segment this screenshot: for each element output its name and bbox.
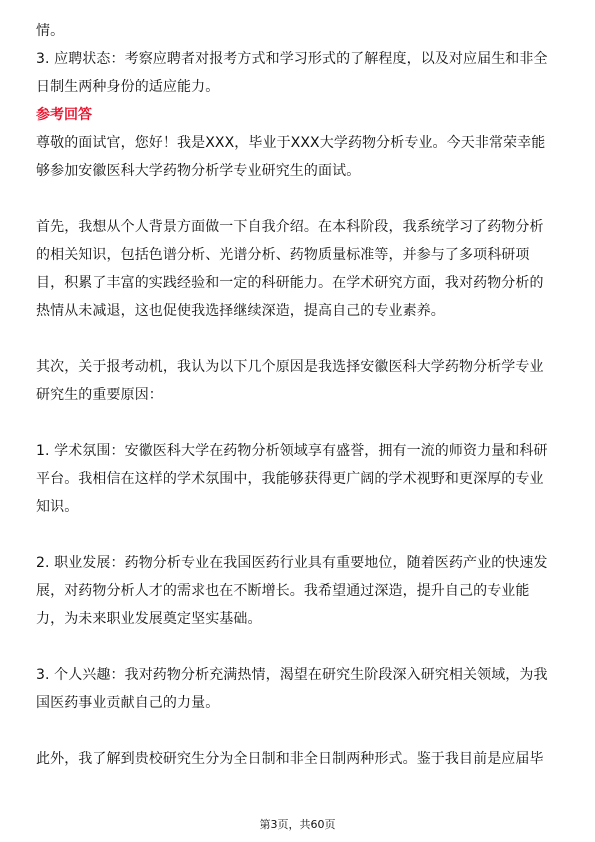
text-line: 日制生两种身份的适应能力。 (36, 79, 220, 95)
text-line: 3. 应聘状态：考察应聘者对报考方式和学习形式的了解程度，以及对应届生和非全 (36, 51, 548, 67)
text-line: 知识。 (36, 499, 79, 515)
text-line: 3. 个人兴趣：我对药物分析充满热情，渴望在研究生阶段深入研究相关领域，为我 (36, 667, 548, 683)
text-line: 其次，关于报考动机，我认为以下几个原因是我选择安徽医科大学药物分析学专业 (36, 359, 544, 375)
point-academic-atmosphere (36, 437, 562, 521)
point-personal-interest (36, 661, 562, 717)
background-paragraph (36, 213, 562, 325)
text-line: 首先，我想从个人背景方面做一下自我介绍。在本科阶段，我系统学习了药物分析 (36, 219, 544, 235)
page-content (36, 17, 562, 773)
text-line: 情。 (36, 23, 65, 39)
paragraph-gap (36, 633, 562, 661)
text-line: 目，积累了丰富的实践经验和一定的科研能力。在学术研究方面，我对药物分析的 (36, 275, 544, 291)
paragraph-gap (36, 325, 562, 353)
paragraph-gap (36, 409, 562, 437)
text-line: 展，对药物分析人才的需求也在不断增长。我希望通过深造，提升自己的专业能 (36, 583, 530, 599)
text-line: 1. 学术氛围：安徽医科大学在药物分析领域享有盛誉，拥有一流的师资力量和科研 (36, 443, 548, 459)
text-line: 的相关知识，包括色谱分析、光谱分析、药物质量标准等，并参与了多项科研项 (36, 247, 530, 263)
text-line: 热情从未减退，这也促使我选择继续深造，提高自己的专业素养。 (36, 303, 445, 319)
text-line: 研究生的重要原因： (36, 387, 163, 403)
paragraph-gap (36, 185, 562, 213)
additional-paragraph (36, 745, 562, 773)
page-number-footer: 第3页，共60页 (259, 818, 336, 831)
point-career-development (36, 549, 562, 633)
intro-block (36, 17, 562, 101)
text-line: 平台。我相信在这样的学术氛围中，我能够获得更广阔的学术视野和更深厚的专业 (36, 471, 544, 487)
text-line: 国医药事业贡献自己的力量。 (36, 695, 220, 711)
text-line: 力，为未来职业发展奠定坚实基础。 (36, 611, 262, 627)
paragraph-gap (36, 521, 562, 549)
paragraph-gap (36, 717, 562, 745)
text-line: 尊敬的面试官，您好！我是XXX，毕业于XXX大学药物分析专业。今天非常荣幸能 (36, 135, 546, 151)
text-line: 够参加安徽医科大学药物分析学专业研究生的面试。 (36, 163, 361, 179)
text-line: 此外，我了解到贵校研究生分为全日制和非全日制两种形式。鉴于我目前是应届毕 (36, 751, 544, 767)
motivation-paragraph (36, 353, 562, 409)
text-line: 2. 职业发展：药物分析专业在我国医药行业具有重要地位，随着医药产业的快速发 (36, 555, 548, 571)
answer-heading: 参考回答 (36, 107, 92, 123)
greeting-paragraph (36, 129, 562, 185)
